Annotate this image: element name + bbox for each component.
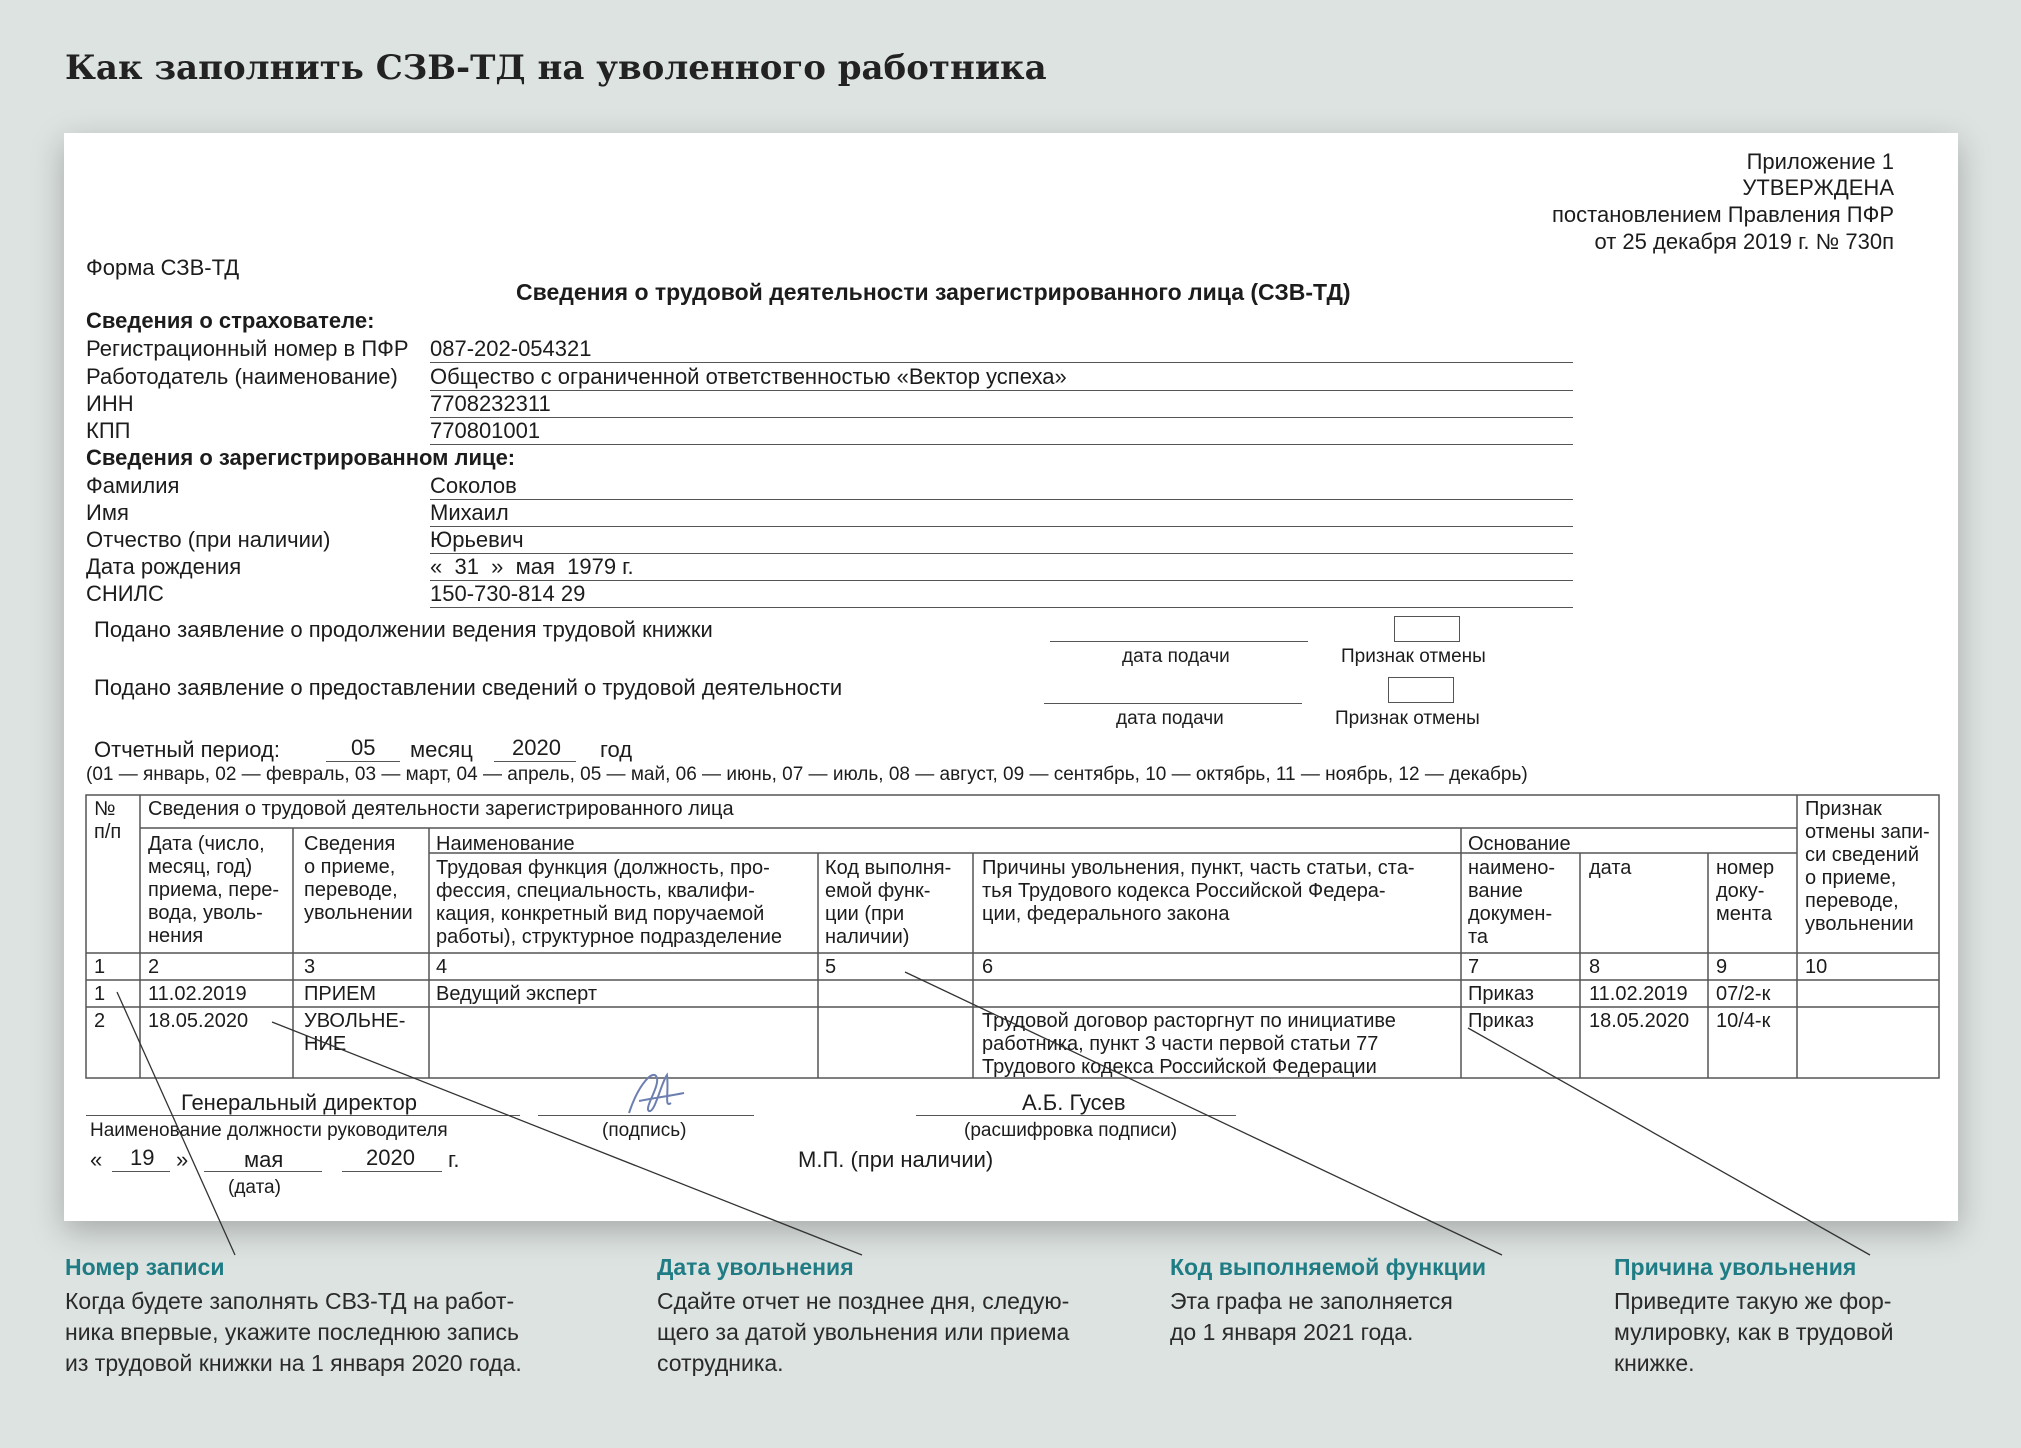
kpp-label: КПП (86, 418, 131, 443)
page-title: Как заполнить СЗВ-ТД на уволенного работника (65, 48, 1047, 88)
col-number: 7 (1468, 956, 1480, 978)
col-number: 9 (1716, 956, 1728, 978)
approval-line-1: Приложение 1 (1746, 149, 1894, 174)
row-number: 2 (94, 1010, 106, 1032)
signer-name: А.Б. Гусев (1022, 1090, 1126, 1115)
employer-label: Работодатель (наименование) (86, 364, 398, 389)
date-quote-close: » (176, 1147, 189, 1172)
th-doc-date: дата (1589, 857, 1632, 879)
position-line (86, 1115, 520, 1116)
th-cancel: Признак отмены запи- си сведений о приеме, переводе, увольнении (1805, 798, 1930, 935)
period-year: 2020 (512, 735, 561, 760)
surname-label: Фамилия (86, 473, 180, 498)
callout-title-dismissal-date: Дата увольнения (657, 1254, 854, 1280)
sign-month: мая (244, 1147, 284, 1172)
form-heading: Сведения о трудовой деятельности зарегистрированного лица (СЗВ-ТД) (516, 279, 1351, 305)
col-number: 3 (304, 956, 316, 978)
snils-value: 150-730-814 29 (430, 581, 586, 606)
inn-label: ИНН (86, 391, 134, 416)
reg-value: 087-202-054321 (430, 336, 592, 361)
form-sheet (64, 133, 1958, 1221)
row-event: ПРИЕМ (304, 983, 377, 1005)
callout-text-record-number: Когда будете заполнять СВЗ-ТД на работ- ника впервые, укажите последнюю запись из трудовой книжки на 1 января 2020 года. (65, 1288, 522, 1376)
row-date: 18.05.2020 (148, 1010, 249, 1032)
row-doc-date: 18.05.2020 (1589, 1010, 1690, 1032)
col-number: 6 (982, 956, 994, 978)
sign-year-suffix: г. (448, 1147, 460, 1172)
callout-title-dismissal-reason: Причина увольнения (1614, 1254, 1857, 1280)
row-doc-name: Приказ (1468, 983, 1534, 1005)
row-event: УВОЛЬНЕ- НИЕ (304, 1010, 406, 1055)
row-doc-number: 10/4-к (1716, 1010, 1771, 1032)
row-number: 1 (94, 983, 106, 1005)
date-label: (дата) (228, 1177, 281, 1198)
app1-cancel-label: Признак отмены (1341, 646, 1486, 667)
application-2-text: Подано заявление о предоставлении сведений о трудовой деятельности (94, 675, 843, 700)
stamp-label: М.П. (при наличии) (798, 1147, 994, 1172)
row-doc-date: 11.02.2019 (1589, 983, 1688, 1005)
sign-month-line (204, 1171, 322, 1172)
col-number: 1 (94, 956, 106, 978)
signer-name-line (916, 1115, 1236, 1116)
sign-year-line (342, 1171, 442, 1172)
th-naming: Наименование (436, 833, 575, 855)
employer-value: Общество с ограниченной ответственностью «Вектор успеха» (430, 364, 1067, 389)
th-event: Сведения о приеме, переводе, увольнении (304, 833, 413, 924)
callout-title-function-code: Код выполняемой функции (1170, 1254, 1487, 1280)
row-doc-name: Приказ (1468, 1010, 1534, 1032)
th-code: Код выполня- емой функ- ции (при наличии) (825, 857, 952, 948)
period-month-word: месяц (410, 737, 473, 762)
callout-text-function-code: Эта графа не заполняется до 1 января 2021 года. (1170, 1288, 1453, 1345)
col-number: 2 (148, 956, 160, 978)
form-name: Форма СЗВ-ТД (86, 255, 240, 280)
th-reason: Причины увольнения, пункт, часть статьи, ста- тья Трудового кодекса Российской Федера- ции, федерального закона (982, 857, 1415, 925)
name-value: Михаил (430, 500, 509, 525)
col-number: 10 (1805, 956, 1828, 978)
callout-text-dismissal-reason: Приведите такую же фор- мулировку, как в трудовой книжке. (1614, 1288, 1894, 1376)
date-quote-open: « (90, 1147, 103, 1172)
position-label: Наименование должности руководителя (90, 1120, 448, 1141)
signature-label: (подпись) (602, 1120, 687, 1141)
director-position: Генеральный директор (181, 1090, 417, 1115)
reg-label: Регистрационный номер в ПФР (86, 336, 409, 361)
th-function: Трудовая функция (должность, про- фессия, специальность, квалифи- кация, конкретный вид поручаемой работы), структурное подразделение (436, 857, 783, 948)
th-date: Дата (число, месяц, год) приема, пере- вода, уволь- нения (148, 833, 280, 947)
period-label: Отчетный период: (94, 737, 280, 762)
signature-line (538, 1115, 754, 1116)
signature-scribble (609, 1063, 709, 1123)
snils-label: СНИЛС (86, 581, 164, 606)
app2-cancel-label: Признак отмены (1335, 708, 1480, 729)
patronymic-label: Отчество (при наличии) (86, 527, 331, 552)
th-num: № п/п (94, 798, 122, 843)
col-number: 8 (1589, 956, 1601, 978)
name-label: Имя (86, 500, 129, 525)
th-doc-number: номер доку- мента (1716, 857, 1775, 925)
person-header: Сведения о зарегистрированном лице: (86, 445, 516, 470)
app1-date-label: дата подачи (1122, 646, 1230, 667)
kpp-value: 770801001 (430, 418, 541, 443)
approval-line-4: от 25 декабря 2019 г. № 730п (1594, 229, 1894, 254)
th-info: Сведения о трудовой деятельности зарегистрированного лица (148, 798, 734, 820)
birth-value: « 31 » мая 1979 г. (430, 554, 634, 579)
row-doc-number: 07/2-к (1716, 983, 1771, 1005)
row-reason: Трудовой договор расторгнут по инициативе работника, пункт 3 части первой статьи 77 Трудового кодекса Российской Федерации (982, 1010, 1396, 1078)
patronymic-value: Юрьевич (430, 527, 524, 552)
th-doc-name: наимено- вание докумен- та (1468, 857, 1556, 948)
period-month: 05 (351, 735, 376, 760)
months-legend: (01 — январь, 02 — февраль, 03 — март, 04 — апрель, 05 — май, 06 — июнь, 07 — июль, 08 — август, 09 — сентябрь, 10 — октябрь, 11 — ноябрь, 12 — декабрь) (86, 764, 1528, 785)
sign-day-line (112, 1171, 170, 1172)
insurer-header: Сведения о страхователе: (86, 308, 375, 333)
surname-value: Соколов (430, 473, 517, 498)
inn-value: 7708232311 (430, 391, 551, 416)
approval-line-3: постановлением Правления ПФР (1552, 202, 1894, 227)
sign-year: 2020 (366, 1145, 415, 1170)
application-1-text: Подано заявление о продолжении ведения трудовой книжки (94, 617, 713, 642)
signer-name-label: (расшифровка подписи) (964, 1120, 1178, 1141)
sign-day: 19 (130, 1145, 155, 1170)
col-number: 4 (436, 956, 448, 978)
row-date: 11.02.2019 (148, 983, 247, 1005)
app2-date-label: дата подачи (1116, 708, 1224, 729)
th-basis: Основание (1468, 833, 1571, 855)
period-year-word: год (600, 737, 633, 762)
row-function: Ведущий эксперт (436, 983, 598, 1005)
callout-title-record-number: Номер записи (65, 1254, 225, 1280)
col-number: 5 (825, 956, 837, 978)
callout-text-dismissal-date: Сдайте отчет не позднее дня, следую- щего за датой увольнения или приема сотрудника. (657, 1288, 1070, 1376)
birth-label: Дата рождения (86, 554, 242, 579)
approval-line-2: УТВЕРЖДЕНА (1742, 175, 1894, 200)
